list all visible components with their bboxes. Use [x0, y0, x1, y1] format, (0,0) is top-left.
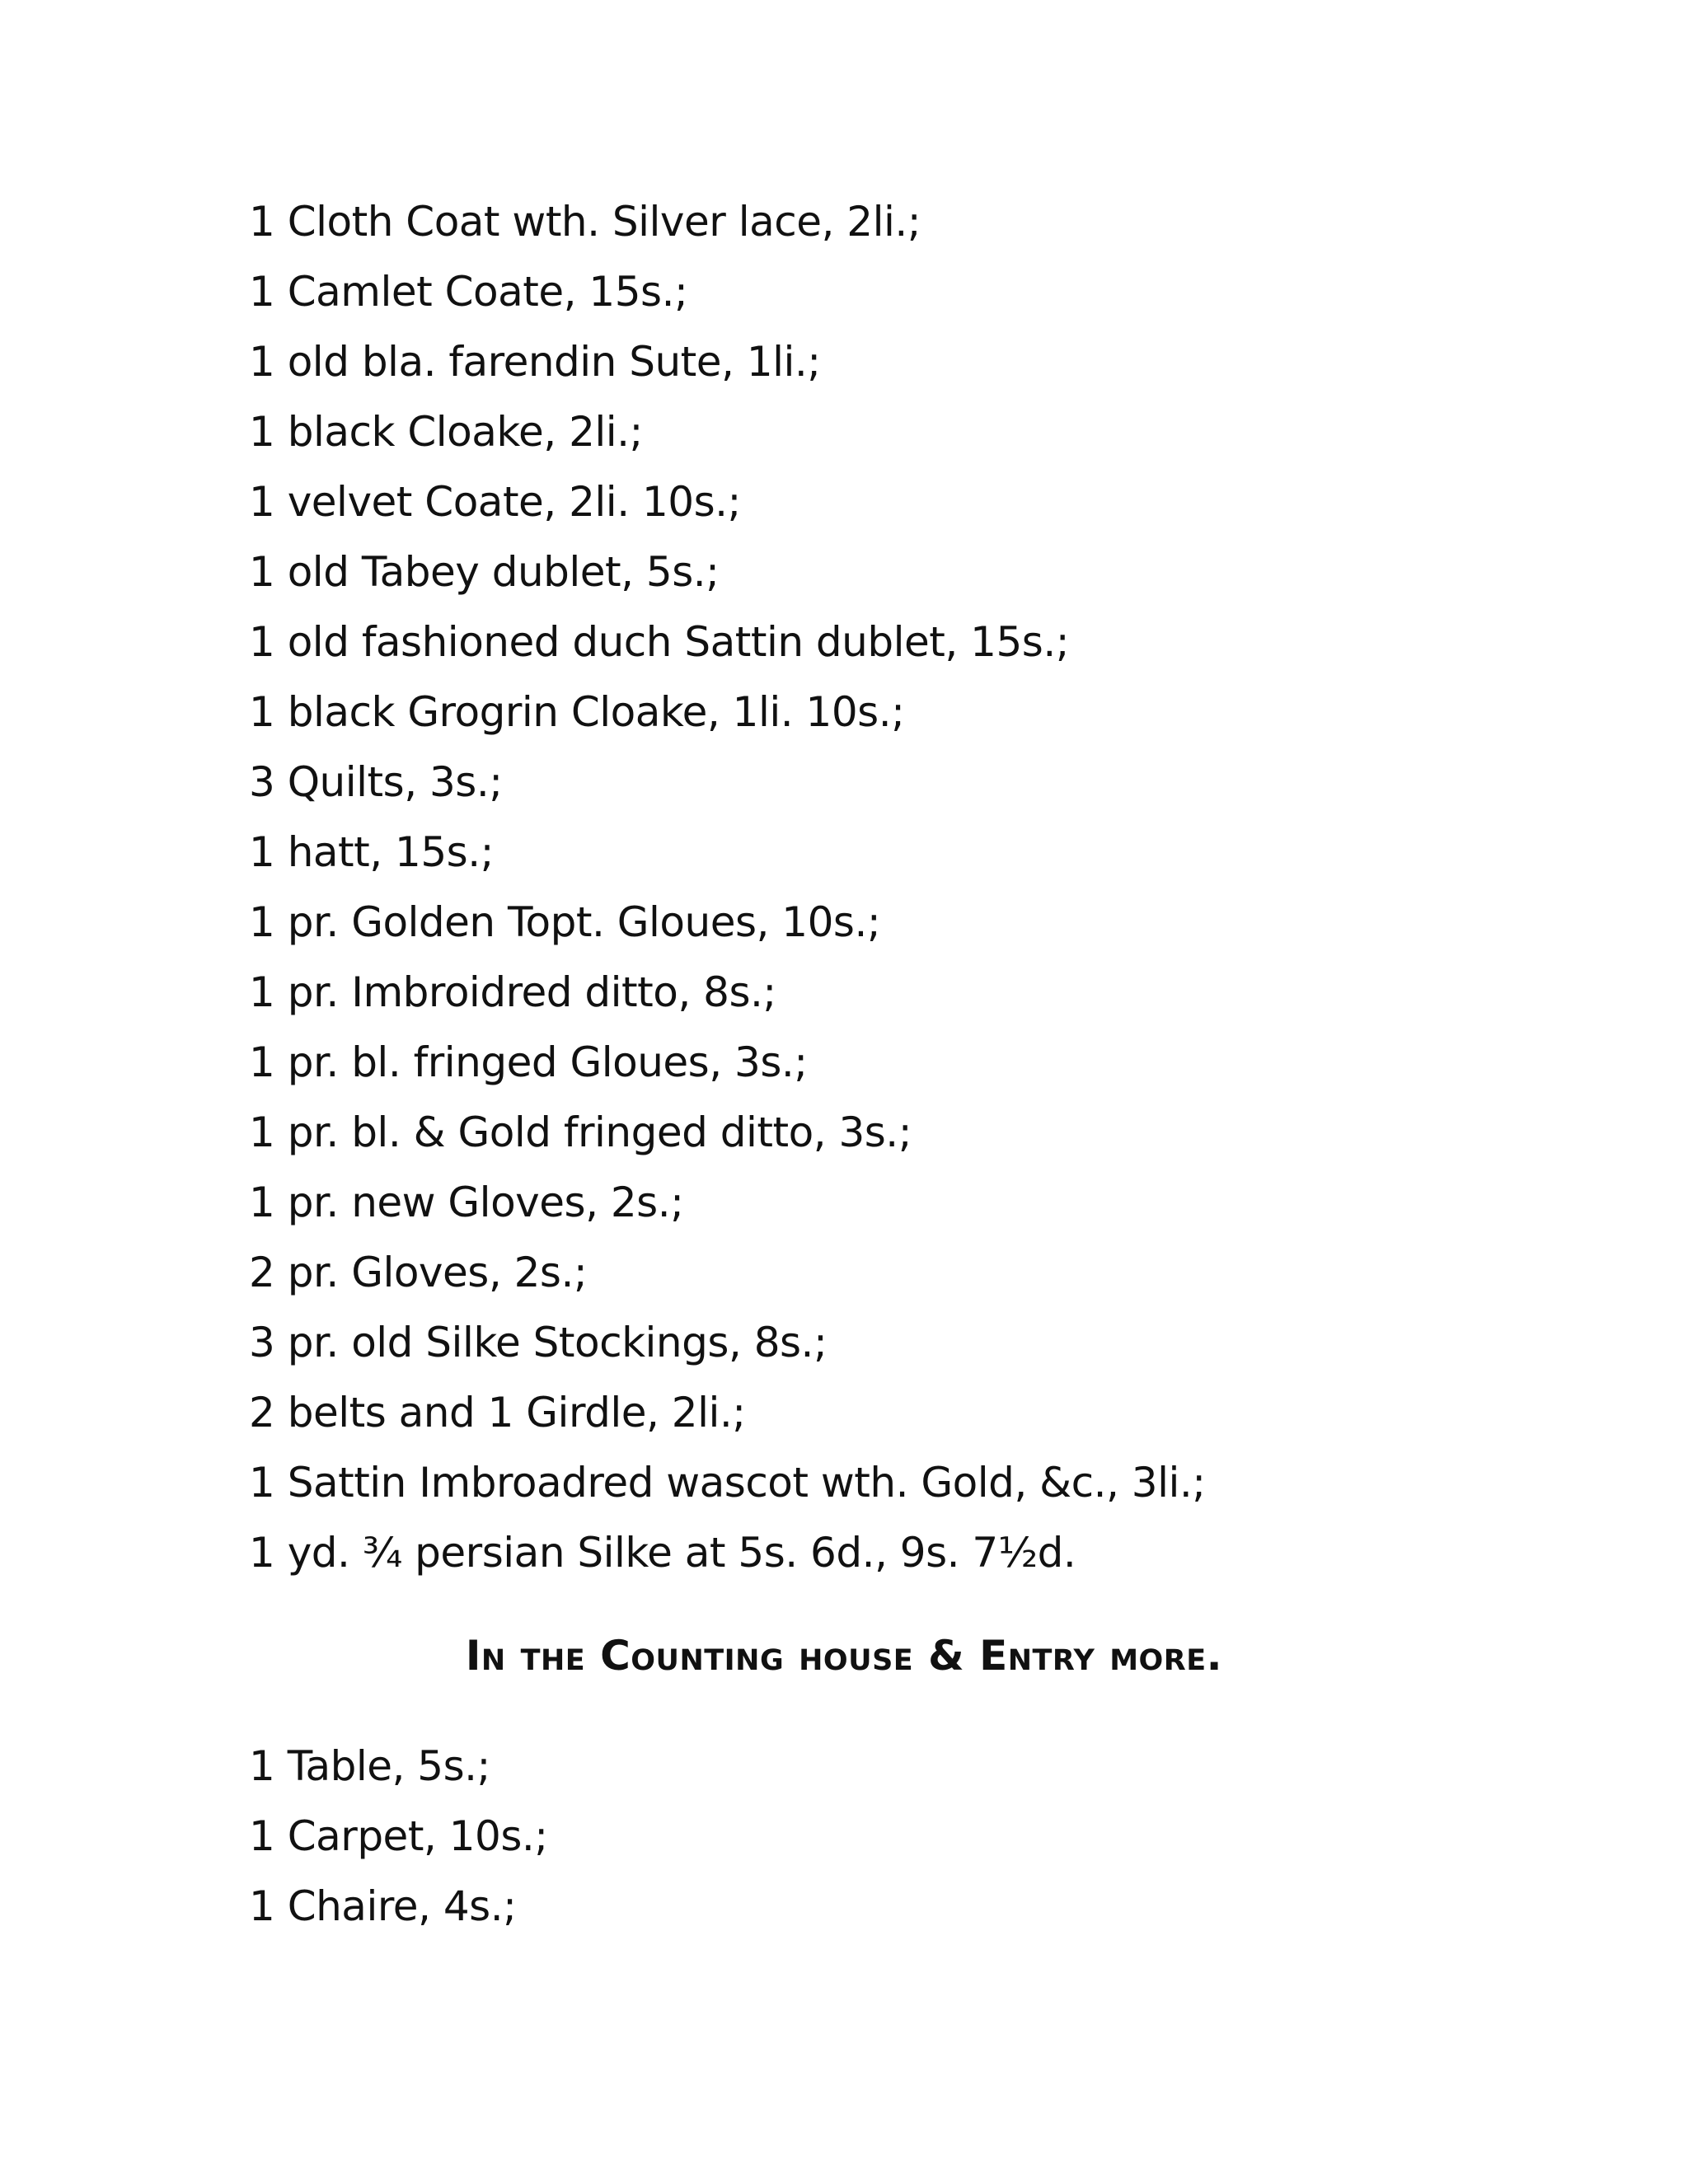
- inventory-item: 1 hatt, 15s.;: [249, 828, 494, 876]
- inventory-item: 1 old fashioned duch Sattin dublet, 15s.;: [249, 618, 1070, 666]
- counting-house-list: [249, 1732, 548, 1942]
- inventory-item: 1 pr. Imbroidred ditto, 8s.;: [249, 968, 776, 1016]
- inventory-item: 2 belts and 1 Girdle, 2li.;: [249, 1389, 746, 1436]
- inventory-item: 1 black Grogrin Cloake, 1li. 10s.;: [249, 688, 905, 736]
- inventory-item: 1 black Cloake, 2li.;: [249, 408, 643, 456]
- inventory-item: 1 old bla. farendin Sute, 1li.;: [249, 338, 821, 386]
- inventory-item: 1 pr. bl. fringed Gloues, 3s.;: [249, 1038, 808, 1086]
- inventory-list: [249, 187, 1206, 1588]
- inventory-item: 1 pr. bl. & Gold fringed ditto, 3s.;: [249, 1108, 912, 1156]
- inventory-item: 1 pr. Golden Topt. Gloues, 10s.;: [249, 898, 881, 946]
- counting-house-item: 1 Table, 5s.;: [249, 1742, 490, 1790]
- inventory-item: 1 Cloth Coat wth. Silver lace, 2li.;: [249, 198, 921, 246]
- inventory-item: 1 Camlet Coate, 15s.;: [249, 268, 688, 316]
- inventory-item: 3 Quilts, 3s.;: [249, 758, 503, 806]
- inventory-item: 1 pr. new Gloves, 2s.;: [249, 1179, 684, 1226]
- inventory-item: 1 old Tabey dublet, 5s.;: [249, 548, 720, 596]
- counting-house-item: 1 Chaire, 4s.;: [249, 1882, 517, 1930]
- counting-house-item: 1 Carpet, 10s.;: [249, 1812, 548, 1860]
- inventory-item: 3 pr. old Silke Stockings, 8s.;: [249, 1319, 828, 1366]
- inventory-item: 2 pr. Gloves, 2s.;: [249, 1249, 588, 1296]
- inventory-item: 1 yd. ¾ persian Silke at 5s. 6d., 9s. 7½d.: [249, 1529, 1076, 1577]
- inventory-item: 1 Sattin Imbroadred wascot wth. Gold, &c., 3li.;: [249, 1459, 1206, 1507]
- inventory-item: 1 velvet Coate, 2li. 10s.;: [249, 478, 741, 526]
- section-heading: In the Counting house & Entry more.: [465, 1632, 1223, 1680]
